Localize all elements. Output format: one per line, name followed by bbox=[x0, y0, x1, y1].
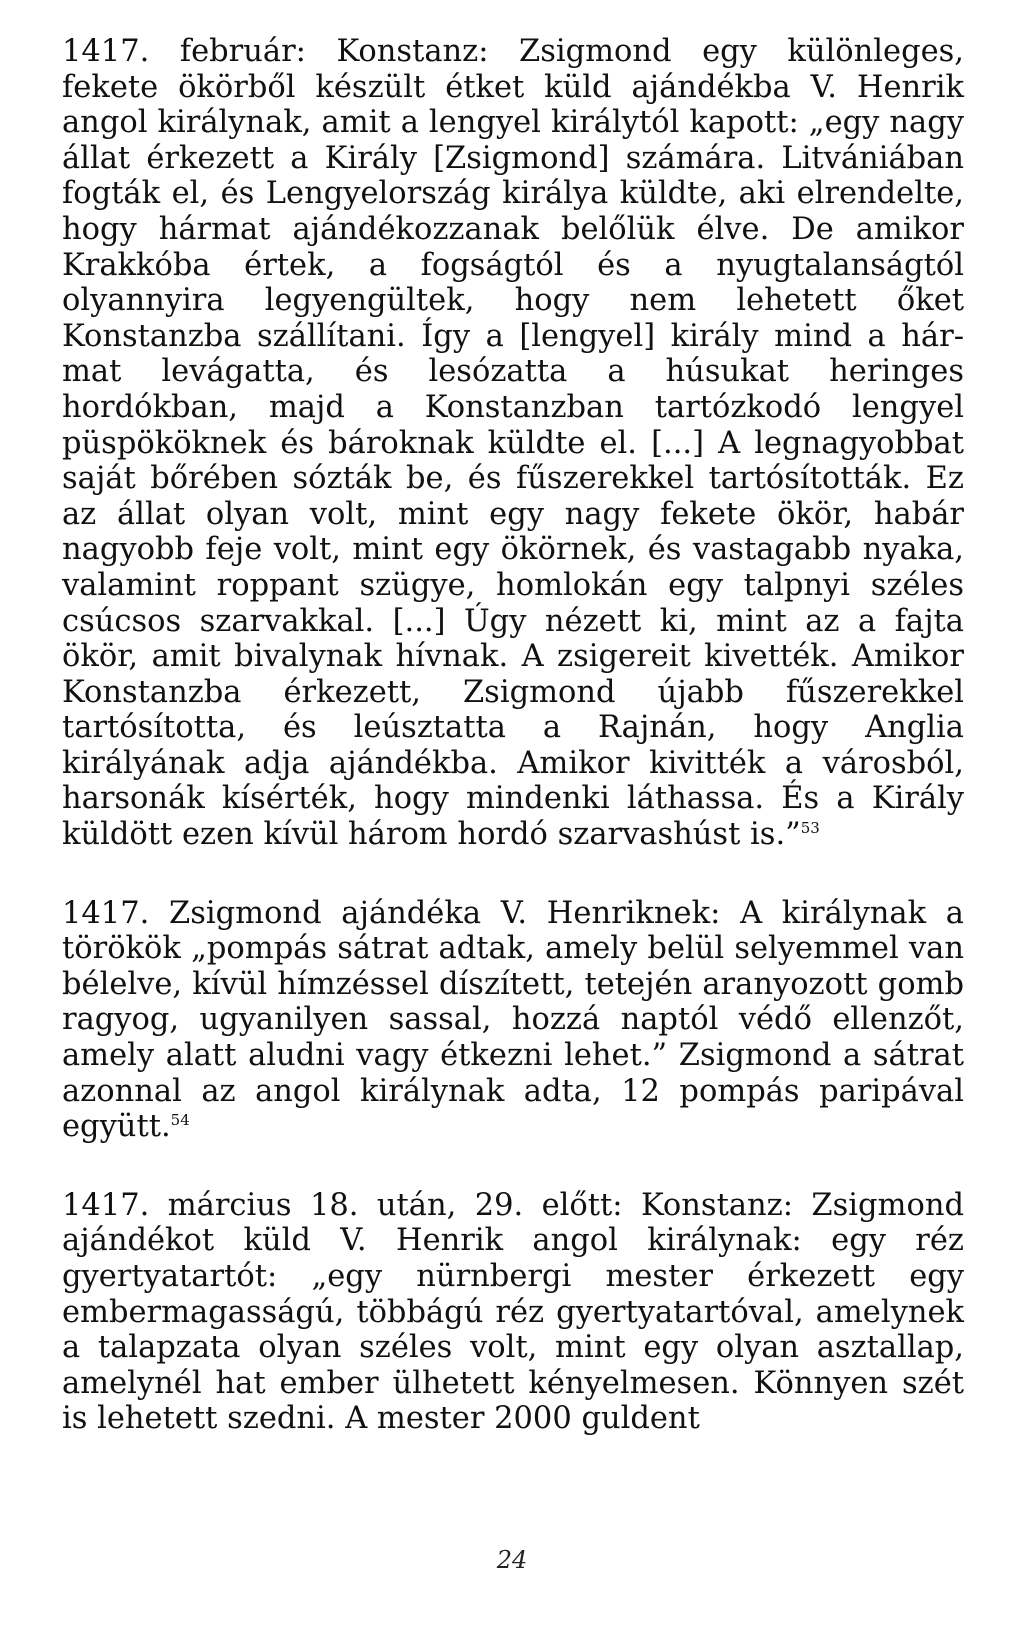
entry-1417-gift-to-henrik bbox=[62, 896, 964, 1145]
entry-text: 1417. Zsigmond ajándéka V. Henriknek: A királynak a törökök „pompás sátrat adtak, amely belül selyemmel van bélelve, kívül hímzéssel díszített, tetején aranyozott gomb ragyog, ugyanilyen sassal, hozzá naptól védő ellenzőt, amely alatt aludni vagy étkezni lehet.” Zsigmond a sátrat azonnal az angol királynak adta, 12 pompás paripával együtt. bbox=[62, 895, 964, 1145]
entry-text: 1417. február: Konstanz: Zsigmond egy különleges, fekete ökörből készült étket küld ajándékba V. Henrik angol királynak, amit a lengyel királytól kapott: „egy nagy állat érkezett a Király [Zsigmond] számára. Litvániában fogták el, és Lengyelország királya küldte, aki elrendelte, hogy hármat ajándékozzanak belőlük élve. De amikor Krakkóba értek, a fogságtól és a nyugtalanságtól olyannyira legyengültek, hogy nem lehetett őket Konstanzba szállítani. Így a [lengyel] király mind a hármat levágatta, és lesózatta a húsukat heringes hordókban, majd a Konstanzban tartózkodó lengyel püspököknek és bároknak küldte el. [...] A legnagyobbat saját bőrében sózták be, és fűszerekkel tartósították. Ez az állat olyan volt, mint egy nagy fekete ökör, habár nagyobb feje volt, mint egy ökörnek, és vastagabb nyaka, valamint roppant szügye, homlokán egy talpnyi széles csúcsos szarvakkal. [...] Úgy nézett ki, mint az a fajta ökör, amit bivalynak hívnak. A zsigereit kivették. Amikor Konstanzba érkezett, Zsigmond újabb fűszerekkel tartósította, és leúsztatta a Rajnán, hogy Anglia királyának adja ajándékba. Amikor kivitték a városból, harsonák kísérték, hogy mindenki láthassa. És a Király küldött ezen kívül három hordó szarvashúst is.” bbox=[62, 34, 964, 853]
page-body bbox=[62, 34, 964, 1437]
page-number: 24 bbox=[496, 1546, 528, 1574]
entry-1417-february bbox=[62, 34, 964, 853]
entry-text: 1417. március 18. után, 29. előtt: Konstanz: Zsigmond ajándékot küld V. Henrik angol királynak: egy réz gyertyatartót: „egy nürnbergi mester érkezett egy embermagasságú, többágú réz gyertyatartóval, amelynek a talapzata olyan széles volt, mint egy olyan asztallap, amelynél hat ember ülhetett kényelmesen. Könnyen szét is lehetett szedni. A mester 2000 guldent bbox=[62, 1187, 964, 1437]
footnote-ref[interactable]: 54 bbox=[170, 1111, 190, 1130]
footnote-ref[interactable]: 53 bbox=[800, 818, 820, 837]
entry-1417-march bbox=[62, 1188, 964, 1437]
